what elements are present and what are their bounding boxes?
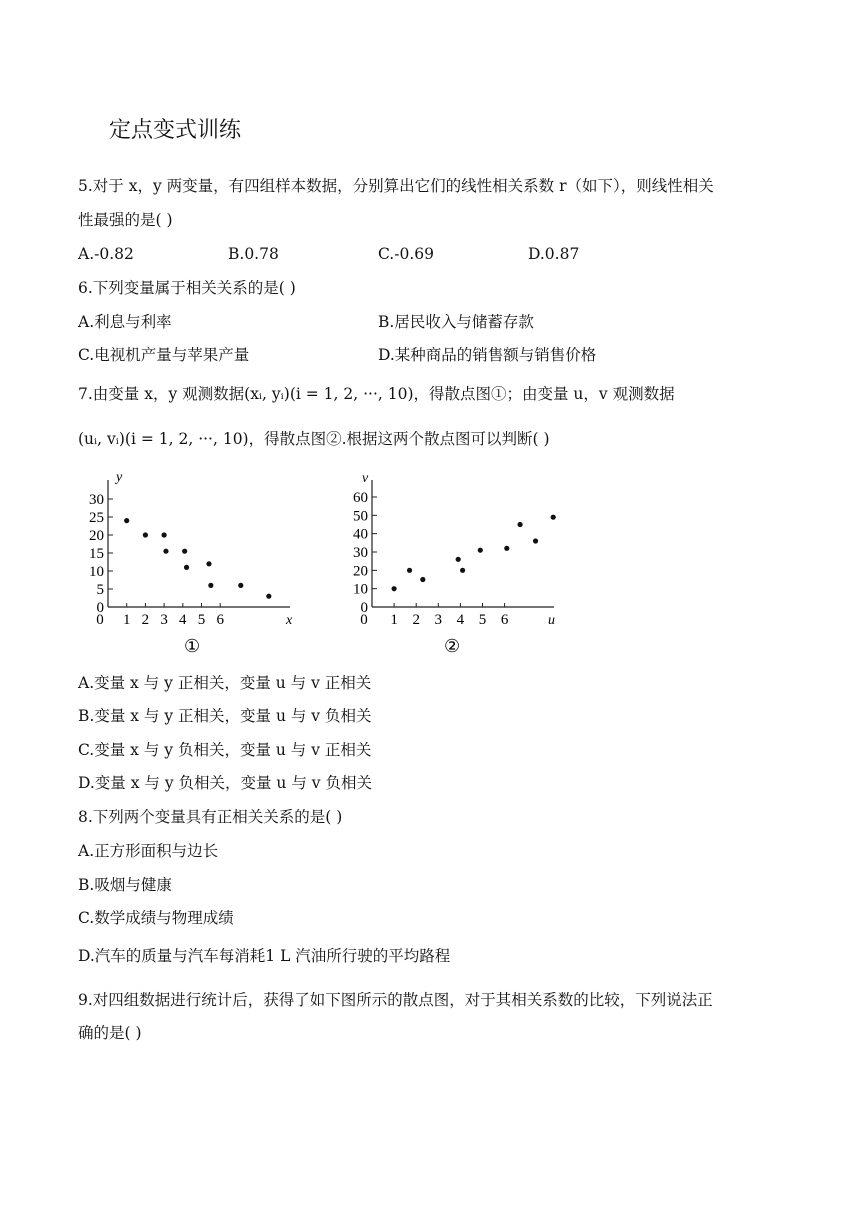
plot1-point: [163, 549, 168, 554]
plot1-y-tick-label: 10: [89, 564, 104, 580]
plot2-x-tick-label: 4: [456, 612, 465, 628]
plot2-point: [551, 515, 556, 520]
q9-stem-line1: 9.对四组数据进行统计后，获得了如下图所示的散点图，对于其相关系数的比较，下列说法正: [78, 991, 713, 1009]
plot2-y-tick-label: 0: [360, 600, 368, 616]
plot2-y-tick-label: 10: [353, 581, 368, 598]
plot1-x-tick-label: 3: [160, 612, 168, 628]
plot1-x-tick-label: 0: [96, 612, 104, 628]
q7-option-b: B.变量 x 与 y 正相关，变量 u 与 v 负相关: [78, 707, 372, 725]
q7-option-c: C.变量 x 与 y 负相关，变量 u 与 v 正相关: [78, 741, 372, 759]
section-title: 定点变式训练: [109, 118, 242, 143]
plot1-x-tick-label: 1: [122, 612, 131, 628]
q6-option-a: A.利息与利率: [78, 313, 172, 331]
q5-option-a: A.-0.82: [78, 245, 134, 263]
plot2-x-tick-label: 5: [478, 612, 487, 628]
q5-stem-line1: 5.对于 x，y 两变量，有四组样本数据，分别算出它们的线性相关系数 r（如下），则线性相关: [78, 177, 714, 195]
plot1-point: [266, 594, 271, 599]
plot2-point: [407, 568, 412, 573]
q5-option-b: B.0.78: [228, 245, 279, 263]
plot1-point: [124, 518, 129, 523]
plot2-point: [533, 538, 538, 543]
q8-option-c: C.数学成绩与物理成绩: [78, 909, 234, 927]
plot1-y-tick-label: 30: [89, 492, 104, 508]
q7-stem-line2: (uᵢ, vᵢ)(i = 1, 2, ···, 10)，得散点图②.根据这两个散点图可以判断( ): [78, 430, 550, 448]
plot1-y-tick-label: 25: [89, 510, 104, 526]
plot2-x-tick-label: 6: [500, 612, 509, 628]
plot2-y-label: v: [362, 471, 369, 486]
q6-option-b: B.居民收入与储蓄存款: [378, 313, 534, 331]
q7-option-a: A.变量 x 与 y 正相关，变量 u 与 v 正相关: [78, 674, 372, 692]
plot1-x-tick-label: 6: [216, 612, 224, 628]
plot1-x-tick-label: 2: [141, 612, 150, 628]
plot1-y-tick-label: 15: [89, 546, 104, 562]
plot2-y-tick-label: 50: [353, 508, 368, 525]
plot1-y-tick-label: 0: [96, 600, 104, 616]
plot1-x-label: x: [286, 613, 293, 628]
plot2-point: [456, 557, 461, 562]
q6-option-c: C.电视机产量与苹果产量: [78, 346, 250, 364]
plot1-caption: ①: [184, 636, 201, 656]
plot1-point: [206, 561, 211, 566]
plot2-y-tick-label: 30: [353, 545, 368, 561]
plot1-point: [143, 532, 148, 537]
scatter-plot-1: [80, 462, 310, 658]
plot1-y-tick-label: 5: [96, 582, 104, 598]
plot1-point: [208, 583, 213, 588]
plot2-x-tick-label: 3: [434, 612, 443, 628]
plot2-point: [478, 548, 483, 553]
scatter-plot-2: [340, 468, 570, 658]
plot2-x-tick-label: 1: [390, 612, 398, 628]
plot1-y-label: y: [116, 470, 123, 485]
q5-option-d: D.0.87: [528, 245, 580, 263]
plot2-y-tick-label: 60: [353, 490, 368, 506]
q8-stem: 8.下列两个变量具有正相关关系的是( ): [78, 808, 343, 826]
plot1-x-tick-label: 5: [197, 612, 206, 628]
plot2-x-label: u: [548, 613, 555, 628]
plot1-x-tick-label: 4: [179, 612, 187, 628]
q6-stem: 6.下列变量属于相关关系的是( ): [78, 279, 296, 297]
plot2-point: [420, 577, 425, 582]
q5-option-c: C.-0.69: [378, 245, 434, 263]
plot2-x-tick-label: 0: [360, 612, 368, 628]
plot2-point: [460, 568, 465, 573]
q9-stem-line2: 确的是( ): [78, 1024, 142, 1042]
plot1-point: [184, 565, 189, 570]
plot1-point: [238, 583, 243, 588]
q6-option-d: D.某种商品的销售额与销售价格: [378, 346, 597, 364]
plot1-point: [182, 549, 187, 554]
q7-stem-line1: 7.由变量 x，y 观测数据(xᵢ, yᵢ)(i = 1, 2, ···, 10)，得散点图①；由变量 u，v 观测数据: [78, 385, 675, 403]
q8-option-d: D.汽车的质量与汽车每消耗1 L 汽油所行驶的平均路程: [78, 947, 451, 965]
plot2-point: [392, 586, 397, 591]
plot2-point: [517, 522, 522, 527]
q7-option-d: D.变量 x 与 y 负相关，变量 u 与 v 负相关: [78, 774, 372, 792]
q8-option-a: A.正方形面积与边长: [78, 842, 219, 860]
plot1-y-tick-label: 20: [89, 528, 104, 544]
plot2-point: [504, 546, 509, 551]
q8-option-b: B.吸烟与健康: [78, 876, 172, 894]
plot2-caption: ②: [444, 636, 461, 656]
q5-stem-line2: 性最强的是( ): [78, 211, 173, 229]
plot2-x-tick-label: 2: [412, 612, 420, 628]
plot1-point: [162, 532, 167, 537]
plot2-y-tick-label: 20: [353, 563, 368, 580]
plot2-y-tick-label: 40: [353, 526, 368, 543]
